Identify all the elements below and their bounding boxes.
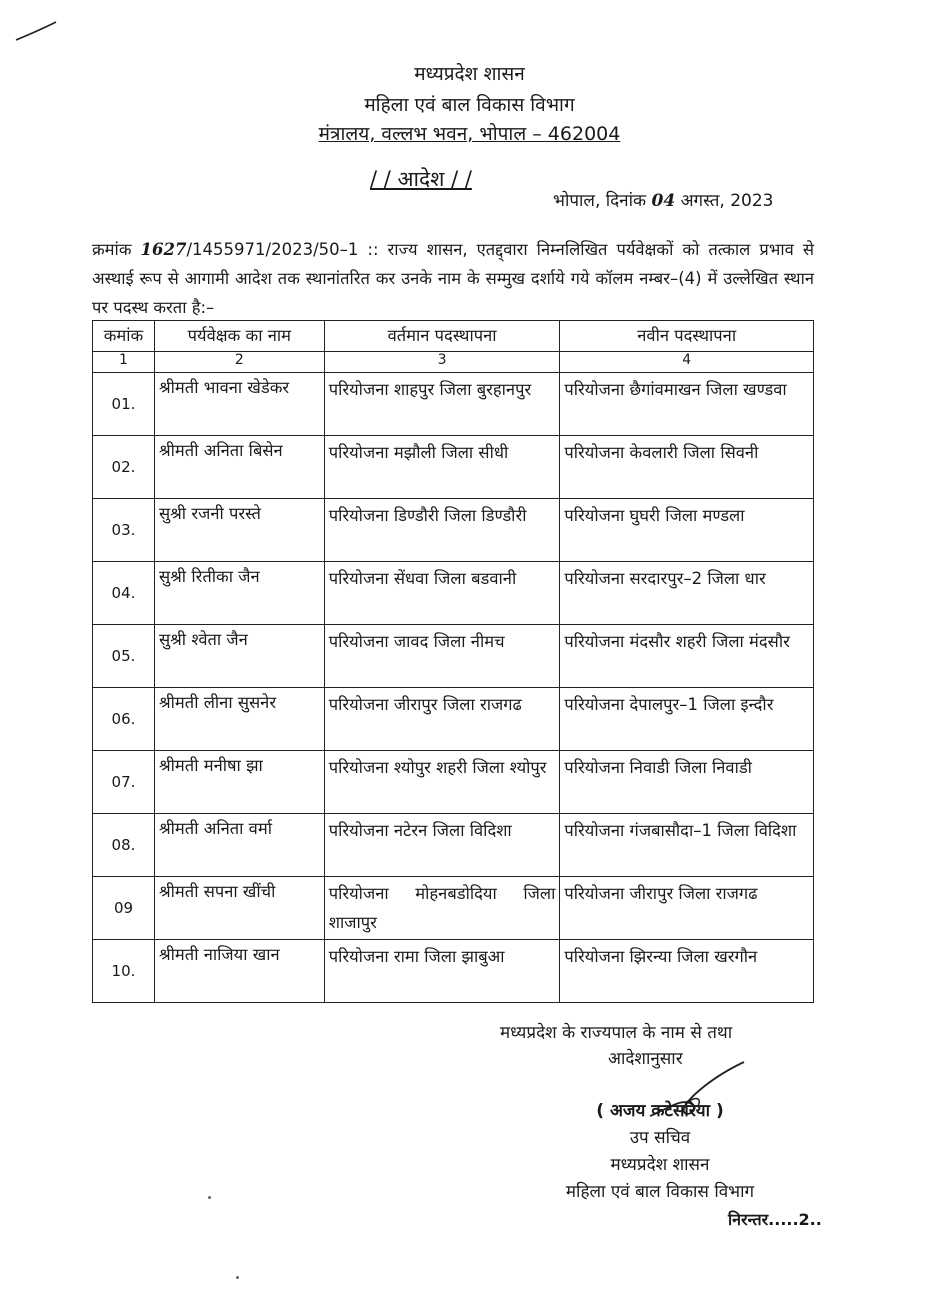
- row-current-posting: परियोजना मोहनबडोदिया जिला शाजापुर: [324, 877, 560, 940]
- table-header-row: [93, 321, 814, 352]
- row-serial: 07.: [93, 751, 155, 814]
- header-address: मंत्रालय, वल्लभ भवन, भोपाल – 462004: [318, 123, 621, 145]
- order-title: / / आदेश / /: [370, 167, 472, 191]
- column-number: 2: [154, 352, 324, 373]
- table-row: [93, 373, 814, 436]
- row-new-posting: परियोजना निवाडी जिला निवाडी: [560, 751, 814, 814]
- table-row: [93, 688, 814, 751]
- row-serial: 02.: [93, 436, 155, 499]
- column-number-row: [93, 352, 814, 373]
- closing-line-1: मध्यप्रदेश के राज्यपाल के नाम से तथा: [500, 1023, 733, 1043]
- signatory-designation: उप सचिव: [629, 1128, 691, 1148]
- row-new-posting: परियोजना देपालपुर–1 जिला इन्दौर: [560, 688, 814, 751]
- row-name: सुश्री रितीका जैन: [154, 562, 324, 625]
- table-row: [93, 940, 814, 1003]
- date-day: 04: [651, 191, 676, 211]
- scan-speck: [236, 1276, 239, 1279]
- row-name: श्रीमती अनिता बिसेन: [154, 436, 324, 499]
- row-current-posting: परियोजना रामा जिला झाबुआ: [324, 940, 560, 1003]
- signatory-government: मध्यप्रदेश शासन: [610, 1155, 710, 1175]
- row-name: श्रीमती सपना खींची: [154, 877, 324, 940]
- table-row: [93, 814, 814, 877]
- column-number: 3: [324, 352, 560, 373]
- row-new-posting: परियोजना घुघरी जिला मण्डला: [560, 499, 814, 562]
- order-number-rest: /1455971/2023/50–1 ::: [186, 240, 379, 259]
- row-name: श्रीमती अनिता वर्मा: [154, 814, 324, 877]
- row-current-posting: परियोजना शाहपुर जिला बुरहानपुर: [324, 373, 560, 436]
- scan-speck: [208, 1196, 211, 1199]
- table-row: [93, 877, 814, 940]
- table-row: [93, 751, 814, 814]
- row-current-posting: परियोजना डिण्डौरी जिला डिण्डौरी: [324, 499, 560, 562]
- row-name: श्रीमती लीना सुसनेर: [154, 688, 324, 751]
- row-serial: 10.: [93, 940, 155, 1003]
- row-new-posting: परियोजना गंजबासौदा–1 जिला विदिशा: [560, 814, 814, 877]
- row-serial: 04.: [93, 562, 155, 625]
- table-row: [93, 625, 814, 688]
- row-current-posting: परियोजना जावद जिला नीमच: [324, 625, 560, 688]
- signatory-block: [540, 1098, 780, 1206]
- row-new-posting: परियोजना जीरापुर जिला राजगढ: [560, 877, 814, 940]
- row-serial: 09: [93, 877, 155, 940]
- order-number-handwritten: 1627: [140, 240, 187, 259]
- row-current-posting: परियोजना नटेरन जिला विदिशा: [324, 814, 560, 877]
- column-number: 1: [93, 352, 155, 373]
- column-number: 4: [560, 352, 814, 373]
- date-rest: अगस्त, 2023: [680, 191, 774, 211]
- table-row: [93, 562, 814, 625]
- signatory-name: ( अजय कटेसरिया ): [596, 1101, 724, 1121]
- date-prefix: भोपाल, दिनांक: [553, 191, 647, 211]
- order-body-text: राज्य शासन, एतद्द्वारा निम्नलिखित पर्यवेक्षकों को तत्काल प्रभाव से अस्थाई रूप से आगामी आदेश तक स्थानांतरित कर उनके नाम के सम्मुख दर्शाये गये कॉलम नम्बर–(4) में उल्लेखित स्थान पर पदस्थ करता है:–: [92, 240, 815, 317]
- transfer-table: [92, 320, 814, 1003]
- row-name: सुश्री रजनी परस्ते: [154, 499, 324, 562]
- row-new-posting: परियोजना मंदसौर शहरी जिला मंदसौर: [560, 625, 814, 688]
- table-row: [93, 436, 814, 499]
- row-name: सुश्री श्वेता जैन: [154, 625, 324, 688]
- row-current-posting: परियोजना मझौली जिला सीधी: [324, 436, 560, 499]
- row-name: श्रीमती मनीषा झा: [154, 751, 324, 814]
- row-new-posting: परियोजना झिरन्या जिला खरगौन: [560, 940, 814, 1003]
- row-serial: 08.: [93, 814, 155, 877]
- header-department: महिला एवं बाल विकास विभाग: [364, 94, 575, 116]
- continued-marker: निरन्तर.....2..: [728, 1210, 822, 1229]
- row-current-posting: परियोजना श्योपुर शहरी जिला श्योपुर: [324, 751, 560, 814]
- row-name: श्रीमती नाजिया खान: [154, 940, 324, 1003]
- header-new-posting: नवीन पदस्थापना: [560, 321, 814, 352]
- header-current-posting: वर्तमान पदस्थापना: [324, 321, 560, 352]
- row-serial: 03.: [93, 499, 155, 562]
- row-serial: 06.: [93, 688, 155, 751]
- row-new-posting: परियोजना केवलारी जिला सिवनी: [560, 436, 814, 499]
- row-new-posting: परियोजना सरदारपुर–2 जिला धार: [560, 562, 814, 625]
- row-name: श्रीमती भावना खेडेकर: [154, 373, 324, 436]
- closing-line-2: आदेशानुसार: [608, 1049, 683, 1069]
- table-row: [93, 499, 814, 562]
- header-name: पर्यवेक्षक का नाम: [154, 321, 324, 352]
- row-current-posting: परियोजना जीरापुर जिला राजगढ: [324, 688, 560, 751]
- pen-mark: [14, 18, 58, 44]
- header-government: मध्यप्रदेश शासन: [414, 63, 525, 85]
- row-current-posting: परियोजना सेंधवा जिला बडवानी: [324, 562, 560, 625]
- order-body: [92, 235, 814, 322]
- row-serial: 01.: [93, 373, 155, 436]
- signatory-department: महिला एवं बाल विकास विभाग: [565, 1182, 755, 1202]
- row-serial: 05.: [93, 625, 155, 688]
- row-new-posting: परियोजना छैगांवमाखन जिला खण्डवा: [560, 373, 814, 436]
- header-serial: कमांक: [93, 321, 155, 352]
- order-dateline: [553, 188, 774, 211]
- order-number-prefix: क्रमांक: [92, 240, 132, 259]
